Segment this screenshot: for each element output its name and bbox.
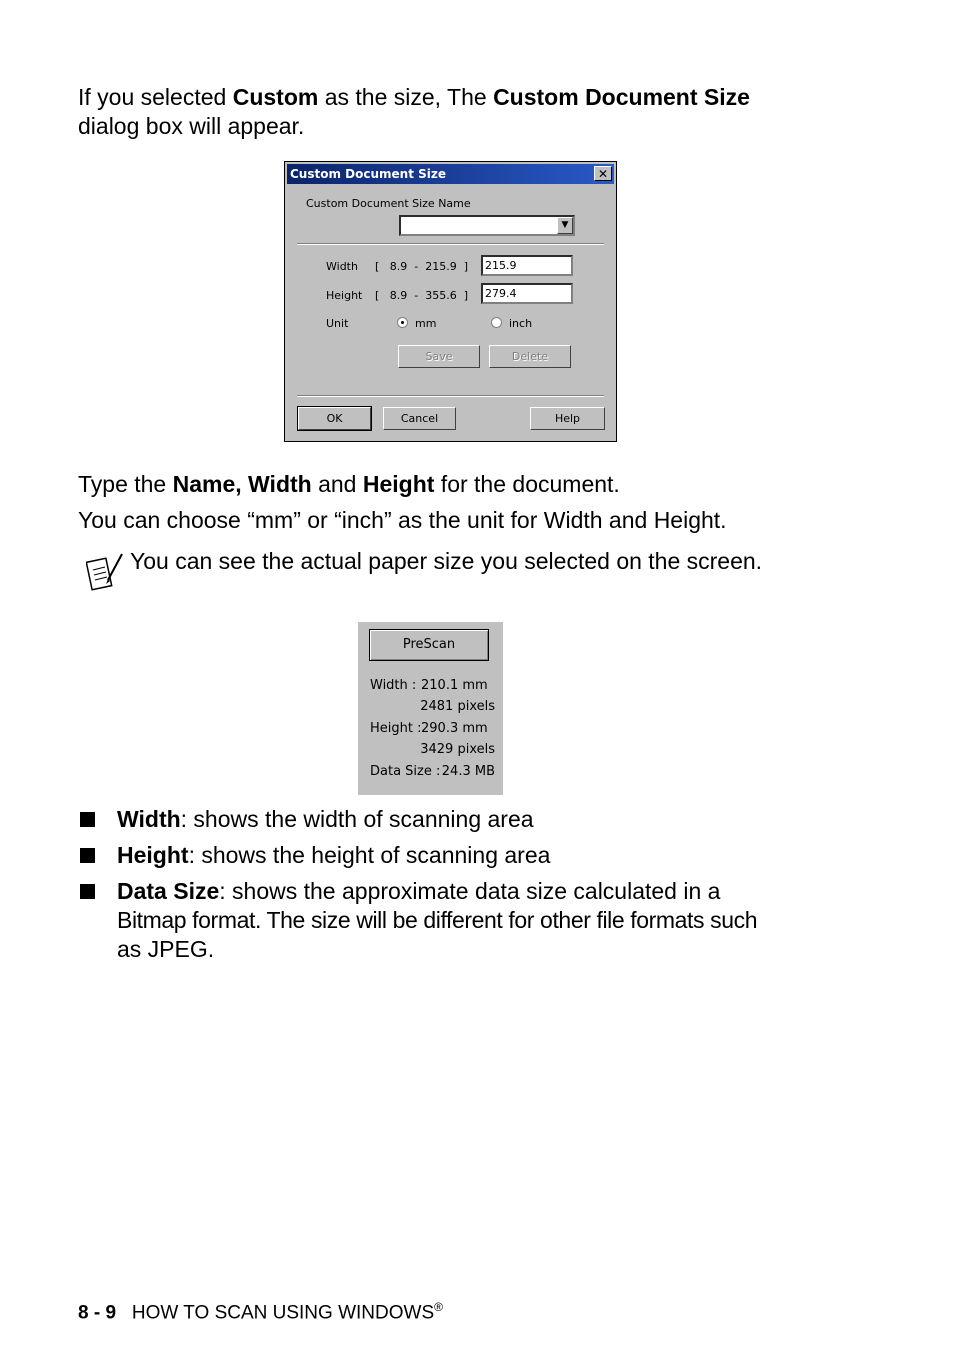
footer-registered-mark: ® [434,1300,443,1314]
prescan-panel [358,622,503,795]
prescan-height-label: Height : [370,721,422,736]
type-paragraph [78,470,898,499]
bullet-height-term: Height [117,842,189,868]
bullet-square-icon [80,812,95,827]
bullet-square-icon [80,884,95,899]
unit-inch-label[interactable]: inch [509,317,533,330]
separator-bottom [297,395,604,397]
cancel-button[interactable]: Cancel [383,407,456,430]
prescan-size-label: Data Size : [370,764,441,779]
height-label: Height [326,289,363,302]
width-range: [ 8.9 - 215.9 ] [375,260,469,273]
bullet-width [117,805,877,834]
bullet-data-size-term: Data Size [117,878,220,904]
prescan-width-mm: 210.1 mm [421,678,488,693]
width-label: Width [326,260,358,273]
page-footer [78,1300,443,1324]
dialog-titlebar [287,164,614,184]
type-text-1: Type the [78,471,173,497]
type-bold-height: Height [362,471,435,497]
ok-button[interactable]: OK [298,407,371,430]
intro-bold-dialog-name: Custom Document Size [493,84,750,110]
prescan-width-label: Width : [370,678,417,693]
bullet-height-text: : shows the height of scanning area [188,842,551,868]
unit-mm-label[interactable]: mm [415,317,437,330]
help-button[interactable]: Help [530,407,605,430]
bullet-data-size [117,877,897,964]
bullet-height [117,841,877,870]
prescan-size-value: 24.3 MB [441,764,495,779]
bullet-width-term: Width [117,806,181,832]
name-label: Custom Document Size Name [306,197,471,210]
custom-document-size-dialog [284,161,617,442]
height-range: [ 8.9 - 355.6 ] [375,289,469,302]
intro-text-3: dialog box will appear. [78,113,305,139]
type-text-2: and [311,471,363,497]
prescan-height-mm: 290.3 mm [421,721,488,736]
intro-bold-custom: Custom [232,84,319,110]
delete-button[interactable]: Delete [489,345,571,368]
bullet-square-icon [80,848,95,863]
unit-label: Unit [326,317,349,330]
type-text-3: for the document. [434,471,620,497]
note-text: You can see the actual paper size you selected on the screen. [130,548,763,574]
prescan-width-pixels: 2481 pixels [420,699,495,714]
type-bold-name-width: Name, Width [172,471,312,497]
footer-title: HOW TO SCAN USING WINDOWS [131,1302,435,1324]
bullet-data-size-text: : shows the approximate data size calculated in a [219,878,721,904]
width-input-value: 215.9 [485,259,517,272]
unit-mm-radio[interactable] [397,317,408,328]
bullet-width-text: : shows the width of scanning area [180,806,534,832]
intro-text-1: If you selected [78,84,233,110]
unit-paragraph: You can choose “mm” or “inch” as the unit for Width and Height. [78,507,727,533]
separator-top [297,243,604,245]
intro-paragraph [78,83,878,141]
close-icon[interactable]: ✕ [594,166,612,181]
footer-page-number: 8 - 9 [78,1302,117,1324]
prescan-button[interactable]: PreScan [369,629,489,661]
chevron-down-icon[interactable]: ▼ [557,217,573,234]
save-button[interactable]: Save [398,345,480,368]
dialog-title: Custom Document Size [290,167,446,181]
bullet-data-size-cont2: as JPEG. [117,936,215,962]
name-combobox[interactable] [399,215,575,236]
height-input[interactable] [481,283,573,304]
bullet-data-size-cont1: Bitmap format. The size will be different for other file formats such [117,907,758,933]
intro-text-2: as the size, The [318,84,494,110]
note-pencil-icon [86,550,126,592]
width-input[interactable] [481,255,573,276]
height-input-value: 279.4 [485,287,517,300]
unit-inch-radio[interactable] [491,317,502,328]
prescan-height-pixels: 3429 pixels [420,742,495,757]
